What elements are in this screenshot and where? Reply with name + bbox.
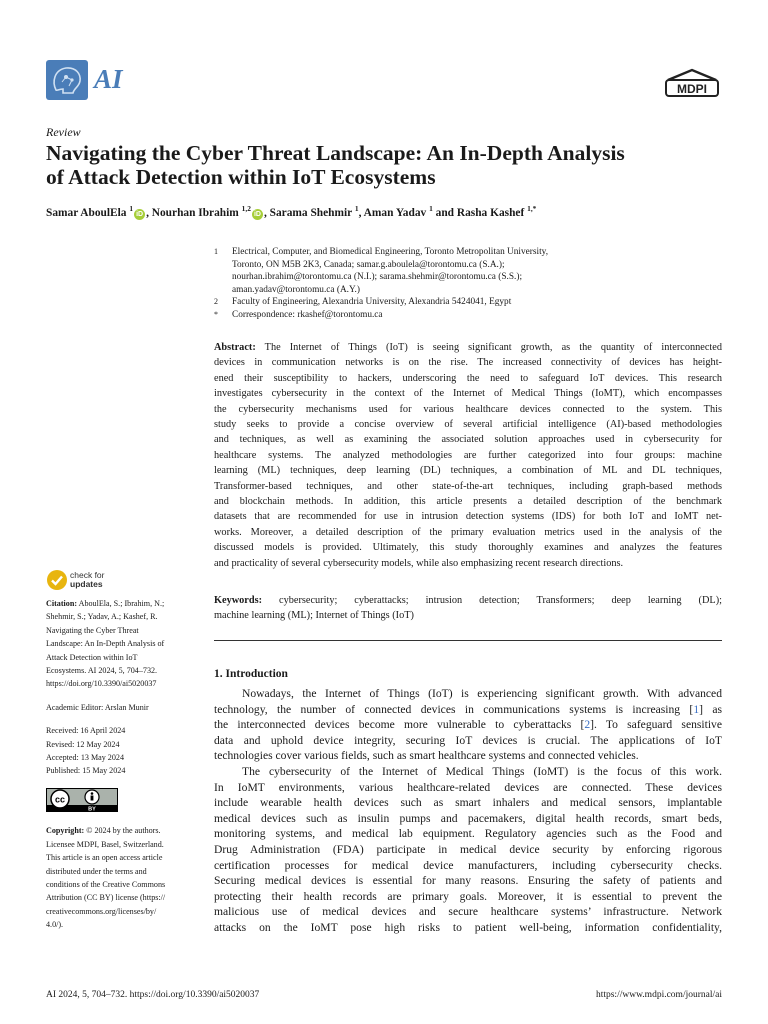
copyright-label: Copyright:	[46, 826, 85, 836]
keywords-line: machine learning (ML); Internet of Things (IoT)	[214, 610, 414, 622]
publication-dates	[46, 724, 196, 778]
check-updates-line: check for	[70, 570, 105, 580]
author[interactable]	[269, 204, 359, 219]
abstract-line: learning (ML) techniques, deep learning (DL) techniques, a combination of ML and DL techniques,	[214, 465, 722, 477]
author-separator: ,	[358, 206, 364, 219]
academic-editor: Academic Editor: Arslan Munir	[46, 702, 149, 712]
affiliation-line: nourhan.ibrahim@torontomu.ca (N.I.); sarama.shehmir@torontomu.ca (S.S.);	[232, 272, 523, 283]
copyright-line: Attribution (CC BY) license (https://	[46, 893, 166, 903]
citation-line: Navigating the Cyber Threat	[46, 625, 139, 635]
affiliation	[214, 309, 724, 322]
check-for-updates-button[interactable]	[46, 569, 146, 591]
copyright-line: conditions of the Creative Commons	[46, 879, 166, 889]
abstract-line: devices in communication networks is on the rise. The increased connectivity of devices has height-	[214, 357, 722, 369]
keywords-label: Keywords:	[214, 595, 263, 606]
citation-line: Ecosystems. AI 2024, 5, 704–732.	[46, 666, 158, 676]
paragraph	[214, 686, 722, 764]
abstract-line: discussed models is provided. Ultimately, this study thoroughly examines and analyzes the features	[214, 542, 722, 554]
correspondence: Correspondence: rkashef@torontomu.ca	[232, 309, 383, 320]
author-affiliation: 1,*	[527, 204, 537, 213]
date-received: Received: 16 April 2024	[46, 726, 126, 736]
keywords-text: cybersecurity; cyberattacks; intrusion detection; Transformers; deep learning (DL);	[279, 595, 722, 606]
check-updates-line: updates	[70, 579, 103, 589]
orcid-icon[interactable]: iD	[253, 210, 261, 218]
author-affiliation: 1,2	[241, 204, 251, 213]
paragraph-line: malicious use of medical devices and secure healthcare systems’ infrastructure. Network	[214, 905, 722, 919]
affiliation	[214, 246, 724, 296]
journal-name: AI	[94, 64, 123, 94]
section-divider	[214, 640, 722, 641]
paragraph-line: technologies cover various fields, such as smart healthcare systems and connected vehicles.	[214, 749, 639, 763]
paragraph-line: include wearable health devices such as smart inhalers and medical sensors, implantable	[214, 796, 722, 810]
license-badge-label: BY	[88, 806, 96, 812]
author[interactable]	[456, 204, 537, 219]
date-revised: Revised: 12 May 2024	[46, 739, 120, 749]
affiliation-marker: 1	[214, 247, 218, 256]
article-info-sidebar	[46, 597, 196, 932]
abstract-line: the cybersecurity mechanisms used for various healthcare devices connected to the system. This	[214, 403, 722, 415]
citation-line: Landscape: An In-Depth Analysis of	[46, 639, 165, 649]
affiliation-line: Toronto, ON M5B 2K3, Canada; samar.g.aboulela@torontomu.ca (S.A.);	[232, 259, 505, 270]
author-name: Sarama Shehmir	[269, 206, 353, 219]
author[interactable]	[363, 204, 433, 219]
publisher-name: MDPI	[677, 82, 707, 96]
paragraph-line: data and uphold device integrity, securing IoT devices is crucial. The applications of IoT	[214, 733, 722, 747]
article-type: Review	[46, 125, 81, 139]
keywords	[214, 593, 722, 624]
affiliation	[214, 296, 724, 309]
citation-ref[interactable]: 2	[584, 718, 591, 732]
paragraph-line: monitoring systems, and medical lab equipment. Regulatory agencies such as the Food and	[214, 827, 722, 841]
svg-text:cc: cc	[54, 794, 66, 805]
affiliation-line: aman.yadav@torontomu.ca (A.Y.)	[232, 284, 360, 295]
abstract	[214, 340, 722, 571]
affiliation-line: Electrical, Computer, and Biomedical Engineering, Toronto Metropolitan University,	[232, 247, 549, 257]
paragraph-line: The cybersecurity of the Internet of Medical Things (IoMT) is the focus of this work.	[242, 764, 722, 778]
paragraph-line: attacks on the IoMT pose high risks to patient well-being, information confidentiality,	[214, 920, 722, 934]
abstract-line: Transformer-based techniques, and other state-of-the-art techniques, including graph-based methods	[214, 480, 722, 492]
paragraph-line: medical devices such as insulin pumps and pacemakers, digital health records, smart beds,	[214, 811, 722, 825]
check-updates-icon	[46, 569, 68, 591]
author-separator: ,	[263, 206, 270, 219]
citation-ref[interactable]: 1	[693, 702, 700, 716]
copyright	[46, 824, 196, 931]
cc-by-license-icon[interactable]	[46, 788, 118, 812]
paragraph-line: Nowadays, the Internet of Things (IoT) is experiencing significant growth. With advanced	[242, 687, 722, 700]
citation-line: Attack Detection within IoT	[46, 652, 138, 662]
paragraph-line: the interconnected devices become more vulnerable to cyberattacks [2]. To safeguard sensitive	[214, 718, 722, 732]
date-accepted: Accepted: 13 May 2024	[46, 753, 124, 763]
author-name: Aman Yadav	[363, 206, 427, 219]
paragraph-line: In IoMT environments, various healthcare-related devices are connected. These devices	[214, 780, 722, 794]
check-updates-label	[70, 571, 105, 589]
abstract-line: datasets that are recommended for use in intrusion detection systems (IDS) for both IoT and IoMT net-	[214, 511, 722, 523]
paragraph	[214, 764, 722, 936]
license-link[interactable]: creativecommons.org/licenses/by/	[46, 906, 157, 916]
author-affiliation: 1	[429, 204, 433, 213]
abstract-line: healthcare systems. The analyzed methodologies are further categorized into four groups: machine	[214, 449, 722, 461]
paragraph-line: Securing medical devices is essential for many reasons. Ensuring the safety of patients and	[214, 874, 722, 888]
affiliations	[214, 246, 724, 322]
abstract-line: and blockchain methods. In addition, this article presents a detailed description of the benchmark	[214, 496, 722, 508]
abstract-text: The Internet of Things (IoT) is seeing significant growth, as the quantity of interconnected	[264, 342, 722, 353]
abstract-line: works. Moreover, a detailed description of the primary evaluation metrics used in the analysis of the	[214, 526, 722, 538]
footer-journal-link[interactable]: https://www.mdpi.com/journal/ai	[595, 990, 722, 1000]
article-title	[46, 141, 736, 189]
author-name: Rasha Kashef	[456, 206, 525, 219]
copyright-line: This article is an open access article	[46, 853, 163, 863]
abstract-line: ened their susceptibility to hackers, underscoring the need to safeguard IoT devices. This research	[214, 372, 722, 384]
abstract-line: and techniques, as well as examining the associated solution approaches used in cybersecurity for	[214, 434, 722, 446]
journal-logo-icon	[46, 60, 88, 100]
title-line: Navigating the Cyber Threat Landscape: An In-Depth Analysis	[46, 141, 625, 165]
author-list	[46, 204, 536, 220]
abstract-line: study seeks to provide a concise overview of several artificial intelligence (AI)-based methodologies	[214, 419, 722, 431]
paragraph-line: technology, the number of connected devices in communications systems is increasing [1] as	[214, 702, 722, 716]
copyright-line: Licensee MDPI, Basel, Switzerland.	[46, 839, 164, 849]
citation-line: AboulEla, S.; Ibrahim, N.;	[78, 599, 165, 608]
author-separator: and	[432, 206, 457, 219]
date-published: Published: 15 May 2024	[46, 766, 126, 776]
mdpi-logo-icon	[664, 68, 720, 98]
abstract-line	[214, 340, 722, 355]
copyright-line: © 2024 by the authors.	[86, 826, 161, 836]
author-affiliation: 1	[354, 204, 359, 213]
paragraph-line: protecting their health records are primary goals. Moreover, it is essential to prevent the	[214, 889, 722, 903]
paragraph-line: certification processes for medical device manufacturers, including cybersecurity checks.	[214, 858, 722, 872]
footer-citation: AI 2024, 5, 704–732. https://doi.org/10.3390/ai5020037	[46, 990, 260, 1000]
author-affiliation: 1	[129, 204, 134, 213]
copyright-line: distributed under the terms and	[46, 866, 147, 876]
abstract-label: Abstract:	[214, 342, 256, 353]
citation-line: Shehmir, S.; Yadav, A.; Kashef, R.	[46, 612, 158, 622]
author-name: Samar AboulEla	[46, 206, 127, 219]
title-line: of Attack Detection within IoT Ecosystems	[46, 165, 436, 189]
author-name: Nourhan Ibrahim	[151, 206, 239, 219]
author-separator: ,	[146, 206, 152, 219]
affiliation-line: Faculty of Engineering, Alexandria University, Alexandria 5424041, Egypt	[232, 297, 512, 308]
copyright-line: 4.0/).	[46, 920, 64, 930]
author[interactable]	[46, 204, 146, 219]
citation-doi-link[interactable]: https://doi.org/10.3390/ai5020037	[46, 679, 157, 689]
abstract-line: investigates cybersecurity in the context of the Internet of Medical Things (IoMT), which encompasses	[214, 388, 722, 400]
paragraph-line: Drug Administration (FDA) participate in medical device security by enforcing rigorous	[214, 842, 722, 856]
affiliation-marker: 2	[214, 297, 218, 307]
citation-label: Citation:	[46, 599, 78, 608]
author[interactable]	[151, 204, 264, 219]
orcid-icon[interactable]: iD	[136, 210, 144, 218]
abstract-line: and practicality of several cybersecurity models, while also emphasizing recent research directions.	[214, 557, 624, 569]
introduction-body	[214, 686, 722, 936]
keywords-line	[214, 593, 722, 608]
citation	[46, 597, 196, 691]
section-heading: 1. Introduction	[214, 668, 288, 680]
affiliation-marker: *	[214, 309, 218, 319]
